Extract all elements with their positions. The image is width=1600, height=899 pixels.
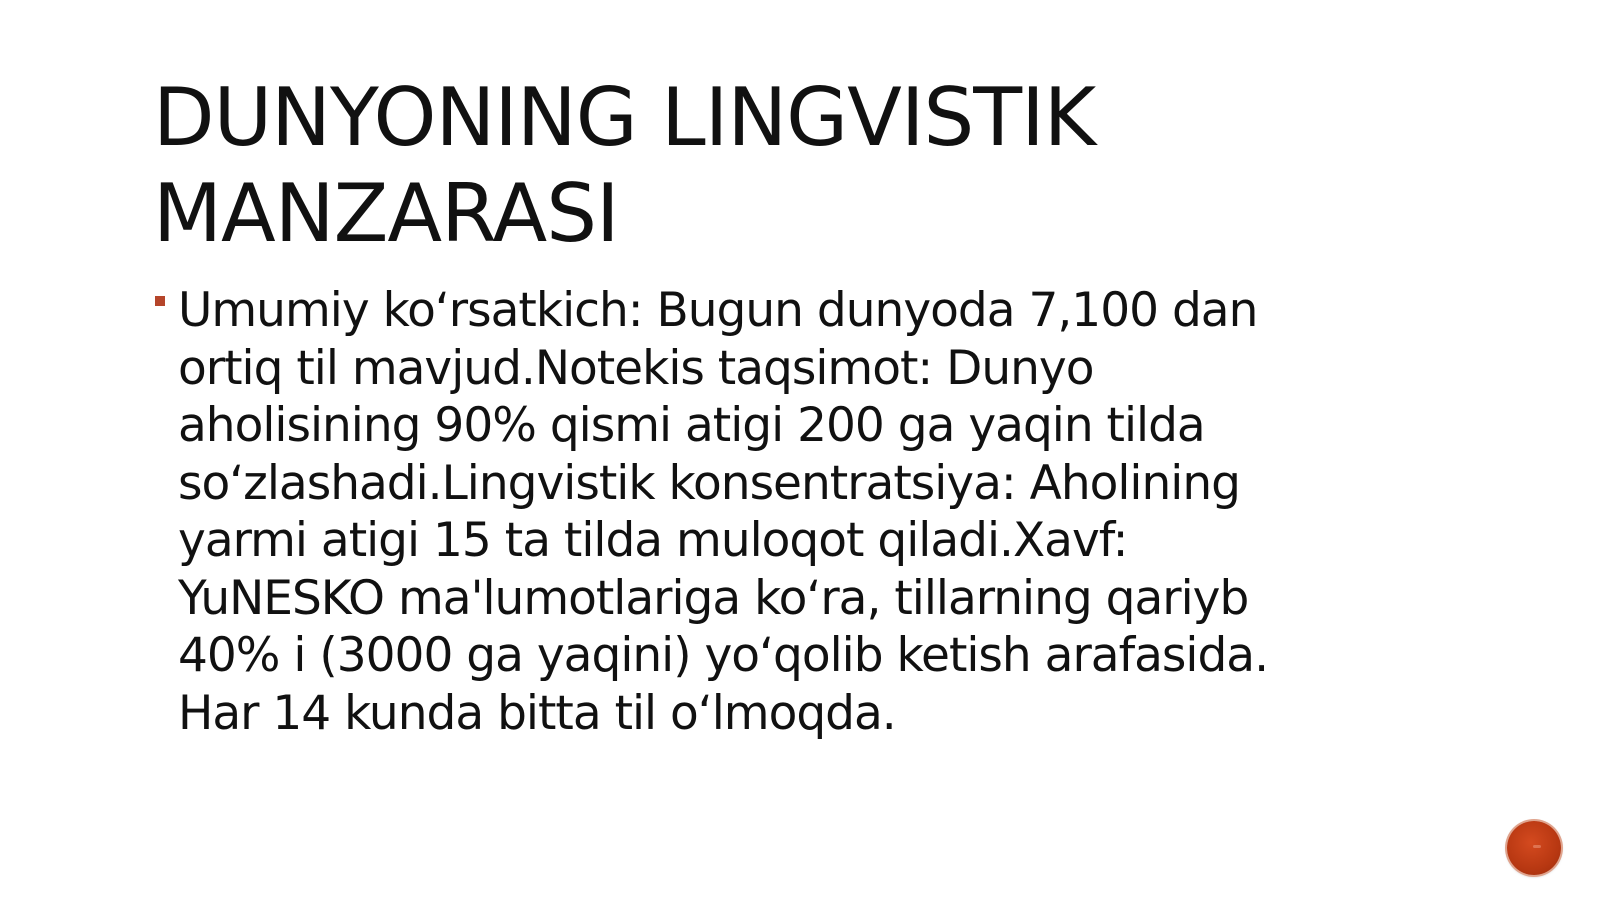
bullet-square-icon — [155, 296, 165, 306]
bullet-item — [155, 282, 1455, 742]
title-line-1: DUNYONING LINGVISTIK — [153, 71, 1096, 164]
bullet-line-3: aholisining 90% qismi atigi 200 ga yaqin tilda — [178, 398, 1205, 453]
bullet-line-2: ortiq til mavjud.Notekis taqsimot: Dunyo — [178, 340, 1094, 396]
bullet-list — [155, 282, 1455, 742]
title-line-2: MANZARASI — [153, 167, 619, 260]
bullet-line-7: 40% i (3000 ga yaqini) yoʻqolib ketish arafasida. — [178, 628, 1269, 683]
nav-button-highlight — [1533, 845, 1541, 848]
circle-nav-button-icon[interactable] — [1507, 821, 1561, 875]
bullet-text — [178, 282, 1455, 742]
bullet-line-1: Umumiy koʻrsatkich: Bugun dunyoda 7,100 dan — [178, 283, 1258, 338]
bullet-line-5: yarmi atigi 15 ta tilda muloqot qiladi.Xavf: — [178, 513, 1128, 568]
bullet-line-6: YuNESKO ma'lumotlariga koʻra, tillarning qariyb — [178, 570, 1249, 626]
bullet-line-4: soʻzlashadi.Lingvistik konsentratsiya: Aholining — [178, 455, 1240, 511]
slide-title — [153, 70, 1453, 262]
bullet-line-8: Har 14 kunda bitta til oʻlmoqda. — [178, 685, 896, 741]
